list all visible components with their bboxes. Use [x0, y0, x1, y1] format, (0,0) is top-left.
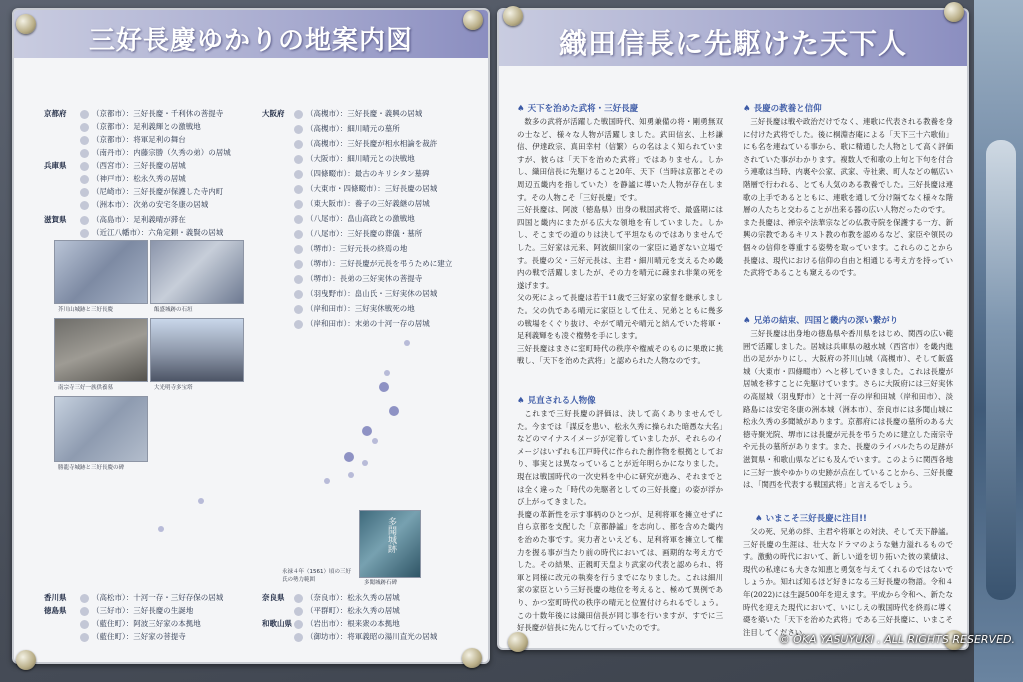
site-row: （高槻市）：三好長慶・義興の居城 [294, 108, 422, 119]
history-text-board [497, 8, 969, 650]
map-dot [362, 460, 368, 466]
stone-monument-photo [359, 510, 421, 578]
map-dot [324, 478, 330, 484]
map-dot [348, 472, 354, 478]
section-body: 三好長慶は出身地の徳島県や香川県をはじめ、関西の広い範囲で活躍しました。居城は兵庫県の越水城（西宮市）を畿内進出の足がかりにし、大阪府の芥川山城（高槻市）、そして飯盛城（大東市・四條畷市）へと移していきました。これは長慶が居城を移すことに先駆けています。さらに大阪府には三好実休の高屋城（羽曳野市）と十河一存の岸和田城（岸和田市）、淡路島には安宅冬康の洲本城（洲本市）、奈良市には多聞山城に松永久秀の多聞城があります。京都府には長慶の墓所のある大徳寺聚光院、堺市には長慶が元長を弔うために建立した南宗寺や元長の墓所があります。また、長慶のライバルたちの足跡が滋賀県・和歌山県などにも及んでいます。このように関西各地に三好一族やゆかりの史跡が点在していることから、三好長慶は、「関西を代表する戦国武将」と言えるでしょう。 [743, 329, 953, 490]
territory-map [244, 330, 464, 580]
site-row: （堺市）：三好長慶が元長を弔うために建立 [294, 258, 452, 269]
site-row: （高島市）：足利義晴が滞在 [80, 214, 186, 225]
prefecture-label: 香川県 [44, 593, 67, 602]
map-dot [384, 370, 390, 376]
site-row: （京都市）：足利義輝との激戦地 [80, 121, 201, 132]
photo-caption: 大光明寺多宝塔 [154, 385, 193, 391]
section-heading: ♠ 長慶の教養と信仰 [743, 104, 822, 114]
site-row: （高槻市）：三好長慶が相水相論を裁許 [294, 138, 437, 149]
mounting-screw [503, 6, 523, 26]
site-row: （四條畷市）：最古のキリシタン墓碑 [294, 168, 429, 179]
mounting-screw [462, 648, 482, 668]
site-row: （御坊市）：将軍義昭の湯川直光の居城 [294, 631, 437, 642]
map-dot [198, 498, 204, 504]
map-marker [389, 406, 399, 416]
photo-caption: 飯盛城跡の石垣 [154, 307, 193, 313]
prefecture-label: 滋賀県 [44, 215, 67, 224]
board-header [499, 10, 967, 66]
site-row: （羽曳野市）：畠山氏・三好実休の居城 [294, 288, 437, 299]
site-row: （東大阪市）：養子の三好義継の居城 [294, 198, 430, 209]
site-row: （藍住町）：三好家の菩提寺 [80, 631, 186, 642]
site-row: （岩出市）：根来衆の本拠地 [294, 618, 400, 629]
map-marker [379, 382, 389, 392]
map-dot [404, 340, 410, 346]
pagoda-photo [150, 318, 244, 382]
board-header [14, 10, 488, 58]
prefecture-label: 兵庫県 [44, 161, 67, 170]
castle-ruin-photo [54, 240, 148, 304]
monument-photo [54, 396, 148, 462]
section-heading: ♠ 見直される人物像 [517, 396, 596, 406]
site-row: （京都市）：三好長慶・千利休の菩提寺 [80, 108, 223, 119]
board-title: 三好長慶ゆかりの地案内図 [88, 26, 413, 56]
site-row: （近江八幡市）：六角定頼・義賢の居城 [80, 227, 223, 238]
site-row: （西宮市）：三好長慶の居城 [80, 160, 186, 171]
map-dot [158, 526, 164, 532]
site-row: （岸和田市）：三好実休戦死の地 [294, 303, 415, 314]
section-heading: ♠ 天下を治めた武将・三好長慶 [517, 104, 639, 114]
map-dot [372, 438, 378, 444]
section-body: 数多の武将が活躍した戦国時代、知勇兼備の将・剛勇無双の士など、様々な人物が活躍しました。武田信玄、上杉謙信、伊達政宗、真田幸村（信繁）らの名はよく知られていますが、彼らは「天下を治めた武将」ではありません。しかし、織田信長に先駆けること20年、天下（当時は京都とその周辺五畿内を指していた）を静謐に導いた人物が存在します。その人物こそ「三好長慶」です。 三好長慶は、阿波（徳島県）出身の戦国武将で、最盛期には四国と畿内にまたがる広大な領地を有していました。しかし、そこまでの道のりは決して平坦なものではありませんでした。三好家は元来、阿波細川家の一家臣に過ぎない立場です。長慶の父・三好元長は、主君・細川晴元を支えるため畿内の戦で活躍しましたが、その力を晴元に疎まれ非業の死を遂げます。 父の死によって長慶は若干11歳で三好家の家督を継承しました。父の仇である晴元に家臣として仕え、兄弟とともに幾多の戦場をくぐり抜け、やがて晴元や晴元と結んでいた将軍・足利義輝をも凌ぐ権勢を手にします。 三好長慶はまさに室町時代の秩序や権威そのものに果敢に挑戦し、「天下を治めた武将」と認められた人物なのです。 [517, 117, 723, 366]
site-row: （岸和田市）：末弟の十河一存の居城 [294, 318, 430, 329]
prefecture-label: 奈良県 [262, 593, 285, 602]
site-row: （堺市）：三好元長の終焉の地 [294, 243, 407, 254]
photo-caption: 芥川山城跡と三好長慶 [58, 307, 114, 313]
section-heading: ♠ いまこそ三好長慶に注目!! [755, 514, 867, 524]
site-row: （藍住町）：阿波三好家の本拠地 [80, 618, 201, 629]
map-marker [362, 426, 372, 436]
photo-caption: 多聞城跡石碑 [364, 580, 398, 586]
prefecture-label: 徳島県 [44, 606, 67, 615]
section-body: これまで三好長慶の評価は、決して高くありませんでした。今までは「謀反を患い、松永久秀に操られた暗愚な大名」などのマイナスイメージが定着していましたが、それらのイメージはいずれも江戸時代に作られた創作物を根拠としており、事実とは異なっていることが近年明らかになりました。現在は戦国時代の一次史料を中心に研究が進み、それまでとは全く違った「時代の先駆者としての三好長慶」の姿が浮かび上がってきました。 長慶の革新性を示す事柄のひとつが、足利将軍を擁立せずに自ら京都を支配した「京都静謐」を志向し、都を含めた畿内を治めた事です。実力者といえども、足利将軍を擁立して権力を握る事が当たり前の時代においては、画期的な考え方でした。その結果、正親町天皇より武家の代表と認められ、将軍と同様に改元の執奏を行うまでになりました。これは細川家の家臣という三好長慶の地位を考えると、極めて異例であり、かつ室町時代の秩序の晴元と位置付けられるでしょう。この十数年後には織田信長が同じ事を行いますが、すでに三好長慶が信長に先んじて行っていたのです。 [517, 409, 723, 633]
stone-wall-photo [150, 240, 244, 304]
site-row: （京都市）：将軍足利の舞台 [80, 134, 186, 145]
site-row: （平群町）：松永久秀の居城 [294, 605, 400, 616]
section-body: 父の死、兄弟の絆、主君や将軍との対決、そして天下静謐。三好長慶の生涯は、壮大なドラマのような魅力溢れるものです。激動の時代において、新しい道を切り拓いた彼の業績は、現代の私達にも大きな知恵と勇気を与えてくれるのではないでしょうか。知れば知るほど好きになる三好長慶の物語。令和４年(2022)には生誕500年を迎えます。平成から令和へ、新たな時代を迎えた現代において、いにしえの戦国時代を終焉に導く礎を築いた「天下を治めた武将」である三好長慶に、いまこそ注目してください。 [743, 527, 953, 636]
site-row: （南丹市）：内藤宗勝（久秀の弟）の居城 [80, 147, 231, 158]
memorial-tombs-photo [54, 318, 148, 382]
site-row: （八尾市）：三好長慶の葬儀・墓所 [294, 228, 422, 239]
mounting-screw [16, 14, 36, 34]
prefecture-label: 和歌山県 [262, 619, 292, 628]
site-row: （大阪市）：細川晴元との決戦地 [294, 153, 415, 164]
photo-caption: 勝龍寺城跡と三好長慶の碑 [58, 465, 125, 471]
board-title: 織田信長に先駆けた天下人 [558, 27, 907, 60]
section-heading: ♠ 兄弟の結束、四国と畿内の深い繋がり [743, 316, 899, 326]
site-row: （尼崎市）：三好長慶が保護した寺内町 [80, 186, 223, 197]
mounting-screw [16, 650, 36, 670]
site-row: （大東市・四條畷市）：三好長慶の居城 [294, 183, 437, 194]
photo-caption: 南宗寺三好一族供養墓 [58, 385, 114, 391]
mounting-screw [944, 2, 964, 22]
monument-inscription: 多聞城跡 [386, 517, 396, 553]
map-note: 永禄４年（1561）頃の三好氏の勢力範囲 [282, 569, 351, 583]
prefecture-label: 大阪府 [262, 109, 285, 118]
map-guide-board [12, 8, 490, 664]
site-row: （高松市）：十河一存・三好存保の居城 [80, 592, 223, 603]
map-marker [344, 452, 354, 462]
site-row: （神戸市）：松永久秀の居城 [80, 173, 186, 184]
site-row: （堺市）：長弟の三好実休の菩提寺 [294, 273, 422, 284]
site-row: （八尾市）：畠山高政との激戦地 [294, 213, 415, 224]
site-row: （高槻市）：細川晴元の墓所 [294, 123, 400, 134]
mounting-screw [508, 632, 528, 652]
site-row: （三好市）：三好長慶の生誕地 [80, 605, 193, 616]
section-body: 三好長慶は戦や政治だけでなく、連歌に代表される教養を身に付けた武将でした。後に桐淵杏庵による「天下三十六歌仙」にも名を連ねている事から、歌に精通した人物として高く評価されていた事がわかります。複数人で和歌の上句と下句を付合う連歌は当時、内裏や公家、武家、寺社衆、町人などの幅広い階層で行われる、とても人気のある教養でした。三好長慶は連歌の上手であるとともに、連歌を通して分け隔てなく様々な階層の人たちと交わることが出来る器の広い人物だったのです。 また長慶は、禅宗や法華宗などの仏教寺院を保護する一方、新興の宗教であるキリスト教の布教を認めるなど、家臣や領民の個々の信仰を尊重する姿勢を取っています。これらのことから長慶は、現代における信仰の自由と相通じる考え方を持っていた武将であることも窺えるのです。 [743, 117, 953, 278]
mounting-screw [463, 10, 483, 30]
prefecture-label: 京都府 [44, 109, 67, 118]
warrior-statue [986, 140, 1016, 600]
site-row: （洲本市）：次弟の安宅冬康の居城 [80, 199, 208, 210]
site-row: （奈良市）：松永久秀の居城 [294, 592, 400, 603]
copyright-watermark: © OKA YASUYUKI . ALL RIGHTS RESERVED. [778, 633, 1015, 646]
